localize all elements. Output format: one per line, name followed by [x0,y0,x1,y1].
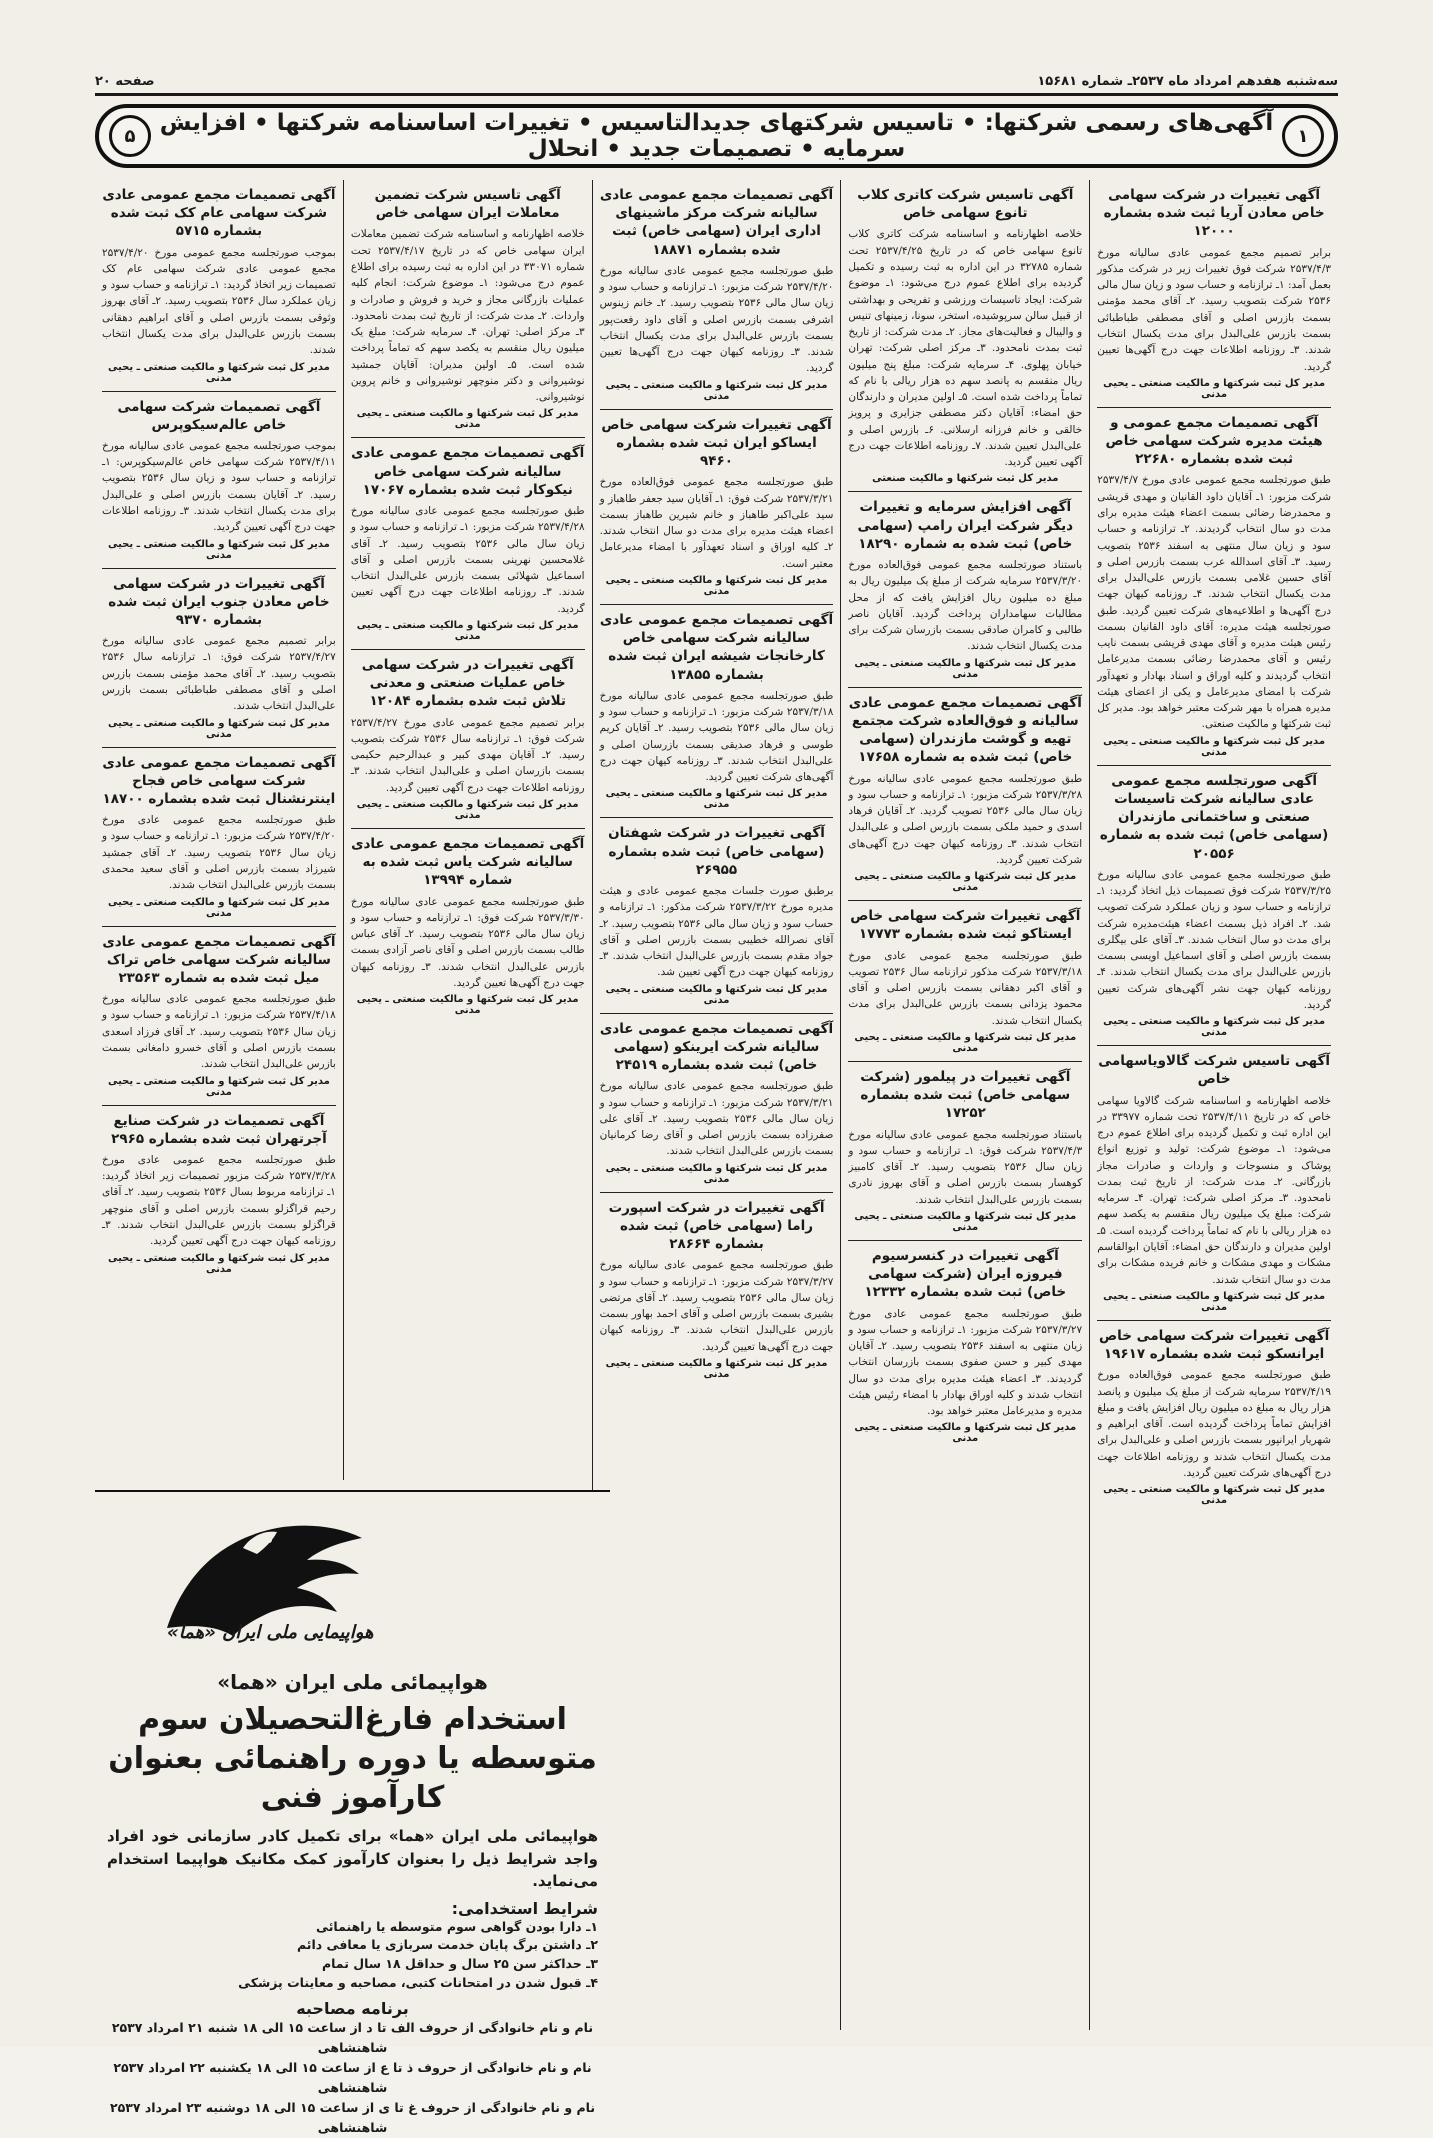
notice-column [343,180,592,1480]
notice [1097,1321,1331,1513]
notice-title: آگهی تصمیمات مجمع عمومی و هیئت مدیره شرکت سهامی خاص ثبت شده بشماره ۲۲۶۸۰ [1105,414,1323,468]
notice-body: طبق صورتجلسه مجمع عمومی عادی سالیانه مورخ ۲۵۳۷/۳/۲۷ شرکت مزبور: ۱ـ ترازنامه و حساب سود و زیان سال مالی ۲۵۳۶ بتصویب رسید. ۲ـ آقای مرتضی بشیری بسمت بازرس اصلی و آقای احمد بهاور بسمت بازرس علی‌البدل انتخاب شدند. ۳ـ روزنامه کیهان جهت درج آگهی‌ها تعیین گردید. [599,1259,834,1353]
notice-title: آگهی تصمیمات مجمع عمومی عادی سالیانه شرکت سهامی خاص کارخانجات شیشه ایران ثبت شده بشماره ۱۳۸۵۵ [599,611,834,683]
notice-column [95,180,343,1480]
notice [1097,766,1331,1046]
notice [1097,1046,1331,1321]
notice [848,1062,1082,1241]
notice [600,605,834,818]
notice-signature: مدیر کل ثبت شرکتها و مالکیت صنعتی ـ یحیی مدنی [1103,735,1326,758]
notice [351,829,585,1023]
notice-signature: مدیر کل ثبت شرکتها و مالکیت صنعتی ـ یحیی مدنی [356,798,579,821]
notice-signature: مدیر کل ثبت شرکتها و مالکیت صنعتی ـ یحیی مدنی [854,1210,1077,1233]
notice-title: آگهی تصمیمات مجمع عمومی عادی شرکت سهامی خاص فجاح اینترنشنال ثبت شده بشماره ۱۸۷۰۰ [102,754,336,807]
notice [848,688,1082,901]
notice-signature: مدیر کل ثبت شرکتها و مالکیت صنعتی ـ یحیی مدنی [854,1422,1077,1445]
notice [351,180,585,438]
notice-signature: مدیر کل ثبت شرکتها و مالکیت صنعتی ـ یحیی مدنی [356,994,579,1017]
ad-program-list [107,2018,598,2138]
notice-signature: مدیر کل ثبت شرکتها و مالکیت صنعتی ـ یحیی مدنی [605,983,828,1006]
ad-program-row: نام و نام خانوادگی از حروف الف تا د از ساعت ۱۵ الی ۱۸ شنبه ۲۱ امرداد ۲۵۳۷ شاهنشاهی [111,2019,594,2055]
notice-body: باستناد صورتجلسه مجمع عمومی عادی سالیانه مورخ ۲۵۳۷/۴/۳ شرکت فوق: ۱ـ ترازنامه و حساب سود و زیان سال ۲۵۳۶ بتصویب رسید. ۲ـ آقای کامبیز کوهسار بسمت بازرس اصلی و آقای بهروز نادری بسمت بازرس علی‌البدل انتخاب شدند. [848,1128,1083,1206]
ad-condition: ۳ـ حداکثر سن ۲۵ سال و حداقل ۱۸ سال تمام [321,1956,598,1971]
notice [848,180,1082,492]
notice [600,818,834,1013]
notice-signature: مدیر کل ثبت شرکتها و مالکیت صنعتی ـ یحیی مدنی [605,788,828,811]
notice-body: طبق صورتجلسه مجمع عمومی عادی مورخ ۲۵۳۷/۳/۲۷ شرکت مزبور: ۱ـ ترازنامه و حساب سود و زیان منتهی به اسفند ۲۵۳۶ بتصویب رسید. ۲ـ آقایان مهدی کبیر و حسن صفوی بسمت بازرسان انتخاب گردیدند. ۳ـ اعضاء هیئت مدیره برای مدت دو سال انتخاب شدند و کلیه اوراق بهادار با امضاء رئیس هیئت مدیره و مدیرعامل معتبر خواهد بود. [848,1307,1083,1418]
notice-title: آگهی صورتجلسه مجمع عمومی عادی سالیانه شرکت تاسیسات صنعتی و ساختمانی مازندران (سهامی خاص) ثبت شده به شماره ۲۰۵۵۶ [1099,772,1329,862]
airline-recruitment-ad [95,1490,610,2135]
notice-signature: مدیر کل ثبت شرکتها و مالکیت صنعتی ـ یحیی مدنی [854,1031,1077,1054]
notice-column [1089,180,1338,2030]
ad-condition: ۲ـ داشتن برگ پایان خدمت سربازی یا معافی دائم [297,1937,598,1953]
notice-signature: مدیر کل ثبت شرکتها و مالکیت صنعتی ـ یحیی مدنی [1103,1016,1326,1039]
notice-title: آگهی تصمیمات مجمع عمومی عادی سالیانه شرکت سهامی خاص تراک میل ثبت شده به شماره ۲۳۵۶۳ [102,933,336,986]
notice-signature: مدیر کل ثبت شرکتها و مالکیت صنعتی ـ یحیی مدنی [1103,377,1326,400]
notice [102,748,336,927]
notice [102,927,336,1106]
notice-body: برابر تصمیم مجمع عمومی عادی مورخ ۲۵۳۷/۴/۲۷ شرکت فوق: ۱ـ ترازنامه سال ۲۵۳۶ شرکت بتصویب رسید. ۲ـ آقایان مهدی کبیر و عبدالرحیم حکیمی بسمت بازرسان اصلی و علی‌البدل انتخاب شدند. ۳ـ روزنامه اطلاعات جهت درج آگهی تعیین گردید. [350,716,585,794]
notice-body: طبق صورتجلسه مجمع عمومی عادی سالیانه مورخ ۲۵۳۷/۳/۲۸ شرکت مزبور: ۱ـ ترازنامه و حساب سود و زیان سال مالی ۲۵۳۶ تصویب گردید. ۲ـ آقایان فرهاد اسدی و حمید ملکی بسمت بازرس اصلی و علی‌البدل انتخاب شدند. ۳ـ روزنامه کیهان جهت درج آگهی‌های شرکت تعیین گردید. [848,772,1083,866]
notice-signature: مدیر کل ثبت شرکتها و مالکیت صنعتی ـ یحیی مدنی [107,1075,330,1098]
notice [102,392,336,569]
notice-title: آگهی تغییرات شرکت سهامی خاص ایستاکو ثبت شده بشماره ۱۷۷۷۳ [850,908,1081,943]
notice-signature: مدیر کل ثبت شرکتها و مالکیت صنعتی ـ یحیی مدنی [605,574,828,597]
notice-body: طبق صورتجلسه مجمع عمومی عادی سالیانه مورخ ۲۵۳۷/۴/۲۰ شرکت مزبور: ۱ـ ترازنامه و حساب سود و زیان سال مالی ۲۵۳۶ بتصویب رسید. ۲ـ خانم زینوس اشرفی بسمت بازرس اصلی و آقای داود رفعت‌پور بسمت بازرس علی‌البدل برای مدت یکسال انتخاب شدند. ۳ـ روزنامه کیهان جهت درج آگهی‌ها تعیین گردید. [599,264,834,375]
notice-body: طبق صورتجلسه مجمع عمومی عادی مورخ ۲۵۳۷/۴/۷ شرکت مزبور: ۱ـ آقایان داود القانیان و مهدی قریشی و محمدرضا رضائی بسمت اعضاء هیئت مدیره برای مدت دو سال انتخاب گردیدند. ۲ـ ترازنامه و حساب سود و زیان سال منتهی به اسفند ۲۵۳۶ بتصویب رسید. ۳ـ آقای اسدالله عرب بسمت بازرس اصلی و آقای حسین غلامی بسمت بازرس علی‌البدل برای مدت یکسال انتخاب شدند. ۴ـ روزنامه کیهان جهت درج آگهی‌ها و اطلاعیه‌های شرکت تعیین گردید. طبق صورتجلسه هیئت مدیره: آقای داود القانیان بسمت رئیس هیئت مدیره و آقای مهدی قریشی بسمت نایب رئیس و آقای محمدرضا رضائی بسمت مدیرعامل انتخاب گردیدند و کلیه اوراق و اسناد بهادار و تعهدآور شرکت با امضای مدیرعامل و یکی از اعضای هیئت مدیره همراه با مهر شرکت معتبر خواهد بود. مدیر کل ثبت شرکتها و مالکیت صنعتی. [1097,474,1332,731]
notice-title: آگهی تغییرات در شرکت اسپورت راما (سهامی خاص) ثبت شده بشماره ۲۸۶۶۴ [608,1199,825,1253]
notice [351,650,585,829]
notice-title: آگهی تغییرات در شرکت سهامی خاص معادن جنوب ایران ثبت شده بشماره ۹۳۷۰ [108,575,330,628]
notice-signature: مدیر کل ثبت شرکتها و مالکیت صنعتی ـ یحیی مدنی [605,1162,828,1185]
notice [1097,408,1331,766]
notice-signature: مدیر کل ثبت شرکتها و مالکیت صنعتی ـ یحیی مدنی [605,379,828,402]
notice-title: آگهی تصمیمات مجمع عمومی عادی سالیانه شرکت سهامی خاص نیکوکار ثبت شده بشماره ۱۷۰۶۷ [351,445,585,498]
notice-title: آگهی تصمیمات مجمع عمومی عادی سالیانه شرکت ایرینکو (سهامی خاص) ثبت شده بشماره ۲۴۵۱۹ [599,1020,834,1074]
notice-body: طبق صورتجلسه مجمع عمومی عادی سالیانه مورخ ۲۵۳۷/۴/۱۸ شرکت مزبور: ۱ـ ترازنامه و حساب سود و زیان سال ۲۵۳۶ بتصویب رسید. ۲ـ آقای فرزاد اسعدی بسمت بازرس اصلی و آقای خسرو دامغانی بسمت بازرس علی‌البدل انتخاب شدند. [102,993,336,1071]
airline-brand-mark: هواپیمایی ملی ایران «هما» [167,1622,374,1643]
banner-number-right: ۱ [1282,115,1324,157]
notice-signature: مدیر کل ثبت شرکتها و مالکیت صنعتی ـ یحیی مدنی [356,619,579,642]
notice-column [592,180,841,2030]
notice [102,180,336,392]
notice-body: باستناد صورتجلسه مجمع عمومی فوق‌العاده مورخ ۲۵۳۷/۳/۲۰ سرمایه شرکت از مبلغ یک میلیون ریال به مبلغ ده میلیون ریال افزایش یافت که از محل مطالبات سهامداران پرداخت گردید. آقایان ناصر طالبی و کامران صادقی بسمت بازرسان شرکت برای مدت یکسال انتخاب شدند. [848,559,1083,653]
ad-program-row: نام و نام خانوادگی از حروف ذ تا ع از ساعت ۱۵ الی ۱۸ یکشنبه ۲۲ امرداد ۲۵۳۷ شاهنشاهی [113,2059,592,2095]
notice-title: آگهی تغییرات در شرکت شهفتان (سهامی خاص) ثبت شده بشماره ۲۶۹۵۵ [608,825,825,878]
notice-title: آگهی تغییرات شرکت سهامی خاص ایساکو ایران ثبت شده بشماره ۹۴۶۰ [601,416,832,470]
notice-title: آگهی تغییرات در شرکت سهامی خاص معادن آریا ثبت شده بشماره ۱۲۰۰۰ [1103,187,1325,240]
notice-body: طبق صورتجلسه مجمع عمومی فوق‌العاده مورخ ۲۵۳۷/۳/۲۱ شرکت فوق: ۱ـ آقایان سید جعفر طاهباز و سید علی‌اکبر طاهباز و خانم شیرین طاهباز بسمت اعضاء هیئت مدیره برای مدت دو سال انتخاب شدند. ۲ـ کلیه اوراق و اسناد تعهدآور با امضاء مدیرعامل معتبر است. [599,476,834,570]
notice [600,1193,834,1387]
ad-condition: ۱ـ دارا بودن گواهی سوم متوسطه یا راهنمائی [316,1918,598,1934]
notice-body: خلاصه اظهارنامه و اساسنامه شرکت گالاویا سهامی خاص که در تاریخ ۲۵۳۷/۴/۱۱ تحت شماره ۳۳۹۷۷ در این اداره ثبت و تکمیل گردیده برای اطلاع عموم درج می‌شود: ۱ـ موضوع شرکت: تولید و توزیع انواع پوشاک و منسوجات و واردات و صادرات مجاز بازرگانی. ۲ـ مدت شرکت: از تاریخ ثبت بمدت نامحدود. ۳ـ مرکز اصلی شرکت: تهران. ۴ـ سرمایه شرکت: مبلغ یک میلیون ریال منقسم به یکصد سهم ده هزار ریالی با نام که تماماً پرداخت گردیده است. ۵ـ اولین مدیران و دارندگان حق امضاء: آقایان ابوالقاسم مشکات و مهدی مشکات و خانم فریده مشکات برای مدت دو سال انتخاب شدند. [1097,1094,1332,1286]
ad-company: هواپیمائی ملی ایران «هما» [217,1670,488,1694]
notice-title: آگهی تغییرات در شرکت سهامی خاص عملیات صنعتی و معدنی تلاش ثبت شده بشماره ۱۲۰۸۴ [361,656,574,710]
notice [600,1014,834,1193]
notice-signature: مدیر کل ثبت شرکتها و مالکیت صنعتی ـ یحیی مدنی [854,657,1077,680]
notice-body: بموجب صورتجلسه مجمع عمومی مورخ ۲۵۳۷/۴/۲۰ مجمع عمومی عادی شرکت سهامی عام کک تصمیمات زیر اتخاذ گردید: ۱ـ ترازنامه و حساب سود و زیان عملکرد سال ۲۵۳۶ بتصویب رسید. ۲ـ آقای بهروز وثوقی بسمت بازرس اصلی و آقای ابراهیم دهقانی بسمت بازرس علی‌البدل برای مدت یکسال انتخاب شدند. [102,246,336,357]
notice [351,438,585,650]
notice [848,1241,1082,1452]
notice-body: طبق صورتجلسه مجمع عمومی فوق‌العاده مورخ ۲۵۳۷/۴/۱۹ سرمایه شرکت از مبلغ یک میلیون و پانصد هزار ریال به مبلغ ده میلیون ریال افزایش یافت و مبلغ افزایش تماماً پرداخت گردیده است. آقای ابراهیم و شهریار ایرانپور بسمت بازرس اصلی و علی‌البدل برای مدت یکسال انتخاب شدند و روزنامه اطلاعات جهت درج آگهی‌های شرکت تعیین گردید. [1097,1369,1331,1479]
ad-intro: هواپیمائی ملی ایران «هما» برای تکمیل کادر سازمانی خود افراد واجد شرایط ذیل را بعنوان کارآموز کمک مکانیک هواپیما استخدام می‌نماید. [107,1827,598,1890]
notice [1097,180,1331,408]
notice-body: طبق صورتجلسه مجمع عمومی عادی سالیانه مورخ ۲۵۳۷/۳/۳۰ شرکت فوق: ۱ـ ترازنامه و حساب سود و زیان سال مالی ۲۵۳۶ بتصویب رسید. ۲ـ آقای عباس طالب بسمت بازرس اصلی و آقای ناصر آزادی بسمت بازرس علی‌البدل انتخاب شدند. ۳ـ روزنامه کیهان جهت درج آگهی‌ها تعیین گردید. [350,895,585,989]
ad-condition: ۴ـ قبول شدن در امتحانات کتبی، مصاحبه و معاینات پزشکی [238,1974,598,1990]
ad-program-heading: برنامه مصاحبه [296,1998,409,2018]
ad-conditions-heading: شرایط استخدامی: [451,1898,598,1918]
notice-title: آگهی تغییرات در کنسرسیوم فیروزه ایران (شرکت سهامی خاص) ثبت شده بشماره ۱۲۳۳۲ [864,1247,1067,1301]
notice-body: برابر تصمیم مجمع عمومی عادی سالیانه مورخ ۲۵۳۷/۴/۳ شرکت فوق تغییرات زیر در شرکت مذکور بعمل آمد: ۱ـ ترازنامه و حساب سود و زیان سال مالی ۲۵۳۶ شرکت بتصویب رسید. ۲ـ آقای محمد مؤمنی بسمت بازرس اصلی و آقای مصطفی طباطبائی بسمت بازرس علی‌البدل برای مدت یکسال انتخاب شدند. ۳ـ روزنامه اطلاعات جهت درج آگهی‌ها تعیین گردید. [1097,246,1332,373]
notice-body: برطبق صورت جلسات مجمع عمومی عادی و هیئت مدیره مورخ ۲۵۳۷/۳/۲۲ شرکت مذکور: ۱ـ ترازنامه و حساب سود و زیان سال مالی ۲۵۳۶ بتصویب رسید. ۲ـ آقای نصرالله خطیبی بسمت بازرس اصلی و آقای جواد مقدم بسمت بازرس علی‌البدل انتخاب شدند. ۳ـ روزنامه کیهان جهت درج آگهی تعیین شد. [599,885,834,979]
notice-body: خلاصه اظهارنامه و اساسنامه شرکت تضمین معاملات ایران سهامی خاص که در تاریخ ۲۵۳۷/۴/۱۷ تحت شماره ۳۳۰۷۱ در این اداره به ثبت رسیده برای اطلاع عموم درج می‌شود: ۱ـ موضوع شرکت: انجام کلیه عملیات بازرگانی مجاز و خرید و فروش و صادرات و واردات. ۲ـ مدت شرکت: از تاریخ ثبت بمدت نامحدود. ۳ـ مرکز اصلی: تهران. ۴ـ سرمایه شرکت: مبلغ یک میلیون ریال منقسم به یکصد سهم که تماماً پرداخت شده است. ۵ـ اولین مدیران: آقایان جمشید نوشیروانی و دکتر منوچهر نوشیروانی و خانم پروین نوشیروانی. [350,228,585,404]
notice-signature: مدیر کل ثبت شرکتها و مالکیت صنعتی ـ یحیی مدنی [356,408,579,431]
notice-signature: مدیر کل ثبت شرکتها و مالکیت صنعتی ـ یحیی مدنی [107,896,330,919]
notice-title: آگهی تصمیمات مجمع عمومی عادی سالیانه شرکت یاس ثبت شده به شماره ۱۳۹۹۴ [351,835,585,889]
notice-body: طبق صورتجلسه مجمع عمومی عادی مورخ ۲۵۳۷/۳/۲۸ شرکت مزبور تصمیمات زیر اتخاذ گردید: ۱ـ ترازنامه مربوط بسال ۲۵۳۶ بتصویب رسید. ۲ـ آقای رحیم قراگزلو بسمت بازرس اصلی و آقای منوچهر قراگزلو بسمت بازرس علی‌البدل انتخاب شدند. ۳ـ روزنامه کیهان جهت درج آگهی تعیین گردید. [102,1153,336,1248]
notice-title: آگهی تغییرات در پیلمور (شرکت سهامی خاص) ثبت شده بشماره ۱۷۲۵۲ [860,1068,1071,1122]
notice [600,410,834,605]
notice-title: آگهی تاسیس شرکت گالاویاسهامی خاص [1098,1053,1330,1088]
ad-headline: استخدام فارغ‌التحصیلان سوم متوسطه یا دوره راهنمائی بعنوان کارآموز فنی [108,1702,597,1815]
notice-signature: مدیر کل ثبت شرکتها و مالکیت صنعتی ـ یحیی مدنی [107,361,330,384]
ad-conditions-list [107,1918,598,1993]
notice-body: طبق صورتجلسه مجمع عمومی عادی مورخ ۲۵۳۷/۴/۲۰ شرکت مزبور: ۱ـ ترازنامه و حساب سود و زیان سال ۲۵۳۶ بتصویب رسید. ۲ـ آقای جمشید شیرزاد بسمت بازرس اصلی و آقای سعید محمدی بسمت بازرس علی‌البدل انتخاب شدند. [102,814,336,892]
issue-line: سه‌شنبه هفدهم امرداد ماه ۲۵۳۷ـ شماره ۱۵۶۸۱ [1037,74,1338,89]
notice-signature: مدیر کل ثبت شرکتها و مالکیت صنعتی [872,473,1059,485]
notice-signature: مدیر کل ثبت شرکتها و مالکیت صنعتی ـ یحیی مدنی [854,871,1077,894]
notice [848,901,1082,1062]
folio-line [95,56,1338,96]
notice-title: آگهی تصمیمات در شرکت صنایع آجرتهران ثبت شده بشماره ۲۹۶۵ [111,1112,327,1147]
banner-number-left: ۵ [109,115,151,157]
notice-body: طبق صورتجلسه مجمع عمومی عادی سالیانه مورخ ۲۵۳۷/۴/۲۸ شرکت مزبور: ۱ـ ترازنامه و حساب سود و زیان سال مالی ۲۵۳۶ بتصویب رسید. ۲ـ آقای غلامحسین نهرینی بسمت بازرس اصلی و آقای اسماعیل شهلائی بسمت بازرس علی‌البدل انتخاب شدند. ۳ـ روزنامه اطلاعات جهت درج آگهی تعیین گردید. [350,505,585,615]
notice-body: طبق صورتجلسه مجمع عمومی عادی سالیانه مورخ ۲۵۳۷/۳/۲۱ شرکت مزبور: ۱ـ ترازنامه و حساب سود و زیان سال مالی ۲۵۳۶ بتصویب رسید. ۲ـ آقای علی صفرزاده بسمت بازرس اصلی و آقای رضا کرمانیان بسمت بازرس علی‌البدل انتخاب شدند. [599,1080,834,1158]
notice-signature: مدیر کل ثبت شرکتها و مالکیت صنعتی ـ یحیی مدنی [107,1252,330,1275]
notice [848,492,1082,687]
notice-signature: مدیر کل ثبت شرکتها و مالکیت صنعتی ـ یحیی مدنی [605,1357,828,1380]
notice-title: آگهی تاسیس شرکت تضمین معاملات ایران سهامی خاص [374,187,561,222]
notice-title: آگهی تغییرات شرکت سهامی خاص ایرانسکو ثبت شده بشماره ۱۹۶۱۷ [1099,1327,1330,1363]
banner-title: آگهی‌های رسمی شرکتها: • تاسیس شرکتهای جدیدالتاسیس • تغییرات اساسنامه شرکتها • افزایش سرمایه • تصمیمات جدید • انحلال [159,110,1274,162]
airline-logo [107,1502,598,1662]
notice-title: آگهی تصمیمات مجمع عمومی عادی شرکت سهامی عام کک ثبت شده بشماره ۵۷۱۵ [102,187,336,240]
notice-body: طبق صورتجلسه مجمع عمومی عادی سالیانه مورخ ۲۵۳۷/۳/۲۵ شرکت فوق تصمیمات ذیل اتخاذ گردید: ۱ـ ترازنامه و حساب سود و زیان عملکرد شرکت تصویب شد. ۲ـ افراد ذیل بسمت اعضاء هیئت‌مدیره شرکت برای مدت دو سال انتخاب شدند. ۳ـ آقای علی بیگلری بسمت بازرس اصلی و آقای اسماعیل اویسی بسمت بازرس علی‌البدل برای مدت یکسال انتخاب شدند. ۴ـ روزنامه کیهان جهت نشر آگهی‌های شرکت تعیین گردید. [1097,868,1331,1011]
notice-signature: مدیر کل ثبت شرکتها و مالکیت صنعتی ـ یحیی مدنی [1103,1484,1326,1507]
notice [102,569,336,748]
notice-signature: مدیر کل ثبت شرکتها و مالکیت صنعتی ـ یحیی مدنی [107,717,330,740]
notice-signature: مدیر کل ثبت شرکتها و مالکیت صنعتی ـ یحیی مدنی [107,538,330,561]
section-banner [95,104,1338,168]
notice-title: آگهی تصمیمات مجمع عمومی عادی سالیانه و فوق‌العاده شرکت مجتمع تهیه و گوشت مازندران (سهامی خاص) ثبت شده به شماره ۱۷۶۵۸ [848,694,1082,766]
notice-title: آگهی تصمیمات مجمع عمومی عادی سالیانه شرکت مرکز ماشینهای اداری ایران (سهامی خاص) ثبت شده بشماره ۱۸۸۷۱ [599,187,834,258]
notice [600,180,834,410]
notice [102,1106,336,1282]
notice-body: بموجب صورتجلسه مجمع عمومی عادی سالیانه مورخ ۲۵۳۷/۴/۱۱ شرکت سهامی خاص عالم‌سیکوپرس: ۱ـ ترازنامه و حساب سود و زیان سال ۲۵۳۶ بتصویب رسید. ۲ـ آقایان بسمت بازرس اصلی و علی‌البدل برای مدت یکسال انتخاب شدند. ۳ـ روزنامه اطلاعات جهت درج آگهی تعیین گردید. [102,439,336,534]
notice-title: آگهی افزایش سرمایه و تغییرات دیگر شرکت ایران رامپ (سهامی خاص) ثبت شده به شماره ۱۸۲۹۰ [857,499,1074,552]
notice-body: خلاصه اظهارنامه و اساسنامه شرکت کاتری کلاب تانوع سهامی خاص که در تاریخ ۲۵۳۷/۴/۲۵ تحت شماره ۳۲۷۸۵ در این اداره به ثبت رسیده و تکمیل گردیده برای اطلاع عموم درج می‌شود: ۱ـ موضوع شرکت: ایجاد تاسیسات ورزشی و تفریحی و بهداشتی از قبیل سالن سرپوشیده، استخر، سونا، زمینهای تنیس و والیبال و فعالیت‌های مجاز. ۲ـ مدت شرکت: از تاریخ ثبت بمدت نامحدود. ۳ـ مرکز اصلی شرکت: تهران خیابان پهلوی. ۴ـ سرمایه شرکت: مبلغ پنج میلیون ریال منقسم به پانصد سهم ده هزار ریالی با نام که تماماً پرداخت شده است. ۵ـ اولین مدیران و دارندگان حق امضاء: آقایان دکتر مصطفی جزایری و پرویز خالقی و خانم فرزانه ارسلانی. ۶ـ بازرس اصلی و علی‌البدل تعیین شدند. ۷ـ روزنامه اطلاعات جهت درج آگهی تعیین گردید. [848,228,1083,469]
notice-title: آگهی تصمیمات شرکت سهامی خاص عالم‌سیکوپرس [117,398,321,433]
notice-body: برابر تصمیم مجمع عمومی عادی سالیانه مورخ ۲۵۳۷/۴/۲۷ شرکت فوق: ۱ـ ترازنامه سال ۲۵۳۶ بتصویب رسید. ۲ـ آقای محمد مؤمنی بسمت بازرس اصلی و آقای مصطفی طباطبائی بسمت بازرس علی‌البدل انتخاب شدند. [102,635,336,713]
notice-body: طبق صورتجلسه مجمع عمومی عادی مورخ ۲۵۳۷/۳/۱۸ شرکت مذکور ترازنامه سال ۲۵۳۶ تصویب و آقای اکبر دهقانی بسمت بازرس اصلی و آقای محمود یزدانی بسمت بازرس علی‌البدل برای مدت یکسال انتخاب شدند. [848,949,1083,1027]
notice-title: آگهی تاسیس شرکت کاتری کلاب تانوع سهامی خاص [857,187,1074,222]
notice-body: طبق صورتجلسه مجمع عمومی عادی سالیانه مورخ ۲۵۳۷/۳/۱۸ شرکت مزبور: ۱ـ ترازنامه و حساب سود و زیان سال مالی ۲۵۳۶ بتصویب رسید. ۲ـ آقایان کریم طوسی و فرهاد صدیقی بسمت بازرسان اصلی و علی‌البدل انتخاب شدند. ۳ـ روزنامه کیهان جهت درج آگهی‌های شرکت تعیین گردید. [599,689,834,784]
notice-column [840,180,1089,2030]
notice-signature: مدیر کل ثبت شرکتها و مالکیت صنعتی ـ یحیی مدنی [1103,1290,1326,1313]
page-number: صفحه ۲۰ [95,74,155,89]
ad-program-row: نام و نام خانوادگی از حروف غ تا ی از ساعت ۱۵ الی ۱۸ دوشنبه ۲۳ امرداد ۲۵۳۷ شاهنشاهی [109,2099,596,2135]
